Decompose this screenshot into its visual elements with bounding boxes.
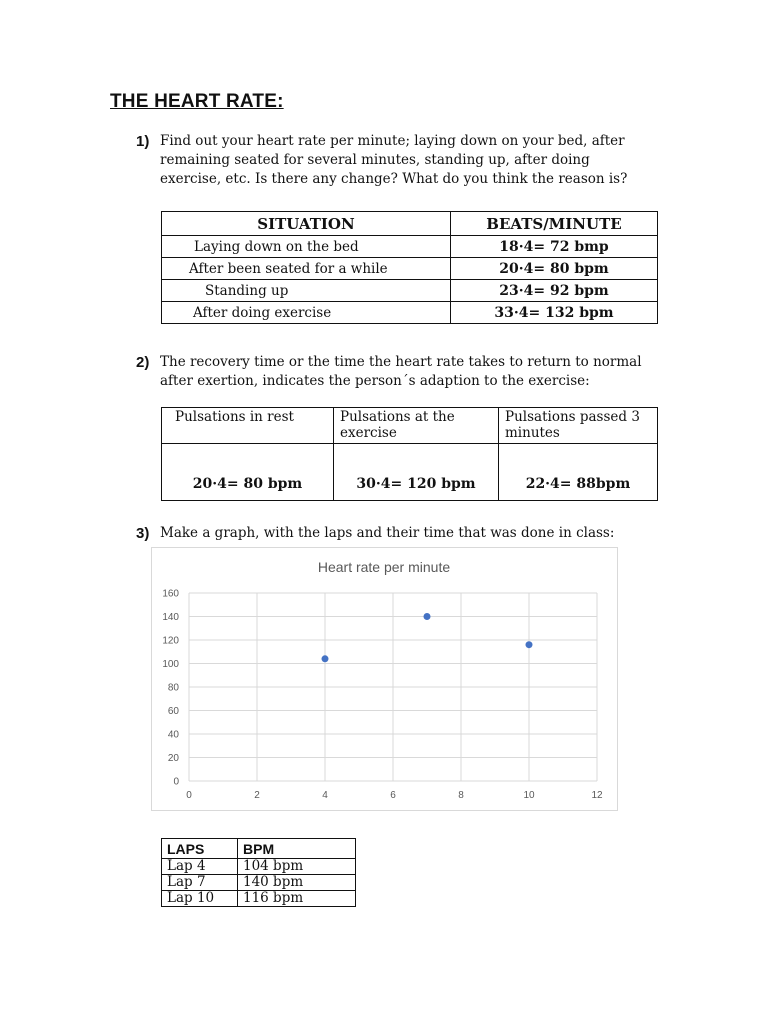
table-row [162,875,356,891]
data-points [322,613,533,662]
x-tick-label: 2 [254,790,260,801]
table-row [162,859,356,875]
table-header-row [162,212,658,236]
situation-cell: Standing up [162,280,451,302]
y-tick-label: 100 [162,659,179,670]
question-1-number: 1) [136,133,150,150]
y-tick-label: 0 [173,776,179,788]
question-3-number: 3) [136,525,150,542]
header-bpm: BPM [238,839,356,859]
table-row [162,280,658,302]
bpm-cell: 104 bpm [238,859,356,875]
value-3-minutes: 22·4= 88bpm [499,444,658,501]
y-tick-label: 60 [167,706,179,717]
situation-cell: Laying down on the bed [162,236,451,258]
question-1-text: Find out your heart rate per minute; laying down on your bed, after remaining seated for several minutes, standing up, after doing exercise, etc. Is there any change? What do you think the reason is? [160,133,628,187]
x-tick-label: 4 [322,790,328,801]
y-tick-label: 40 [167,729,179,741]
data-point [322,655,329,662]
page-title: THE HEART RATE: [110,91,284,112]
data-point [526,641,533,648]
heart-rate-chart [151,547,618,811]
table-row [162,444,658,501]
data-point [424,613,431,620]
header-pulsations-3-minutes: Pulsations passed 3 minutes [499,408,658,444]
chart-canvas [152,548,617,810]
table-row [162,258,658,280]
question-2-text: The recovery time or the time the heart rate takes to return to normal after exertion, indicates the person´s adaption to the exercise: [160,354,642,389]
header-pulsations-rest: Pulsations in rest [162,408,334,444]
value-rest: 20·4= 80 bpm [162,444,334,501]
table-row [162,891,356,907]
header-beats-minute: BEATS/MINUTE [451,212,658,236]
table-row [162,302,658,324]
lap-cell: Lap 4 [162,859,238,875]
header-laps: LAPS [162,839,238,859]
table-header-row [162,408,658,444]
table-row [162,236,658,258]
situation-cell: After doing exercise [162,302,451,324]
bpm-cell: 33·4= 132 bpm [451,302,658,324]
chart-grid [189,593,597,781]
y-tick-label: 120 [162,635,179,647]
bpm-cell: 23·4= 92 bpm [451,280,658,302]
question-2-number: 2) [136,354,150,371]
y-tick-label: 160 [162,588,179,600]
x-tick-label: 8 [458,790,464,801]
pulsations-table [161,407,658,501]
x-tick-label: 0 [186,790,192,801]
x-tick-label: 6 [390,790,396,801]
situation-cell: After been seated for a while [162,258,451,280]
value-exercise: 30·4= 120 bpm [334,444,499,501]
y-tick-label: 140 [162,612,179,623]
x-tick-label: 10 [523,790,535,801]
header-situation: SITUATION [162,212,451,236]
laps-table [161,838,356,907]
bpm-cell: 20·4= 80 bpm [451,258,658,280]
chart-title: Heart rate per minute [317,559,451,575]
y-axis-ticks [162,589,179,788]
header-pulsations-exercise: Pulsations at the exercise [334,408,499,444]
bpm-cell: 140 bpm [238,875,356,891]
bpm-cell: 18·4= 72 bmp [451,236,658,258]
lap-cell: Lap 7 [162,875,238,891]
lap-cell: Lap 10 [162,891,238,907]
x-axis-ticks [186,790,603,801]
question-3-text: Make a graph, with the laps and their time that was done in class: [160,525,615,541]
table-header-row [162,839,356,859]
bpm-cell: 116 bpm [238,891,356,907]
y-tick-label: 20 [167,753,179,764]
x-tick-label: 12 [591,790,603,801]
y-tick-label: 80 [167,682,179,694]
situation-table [161,211,658,324]
